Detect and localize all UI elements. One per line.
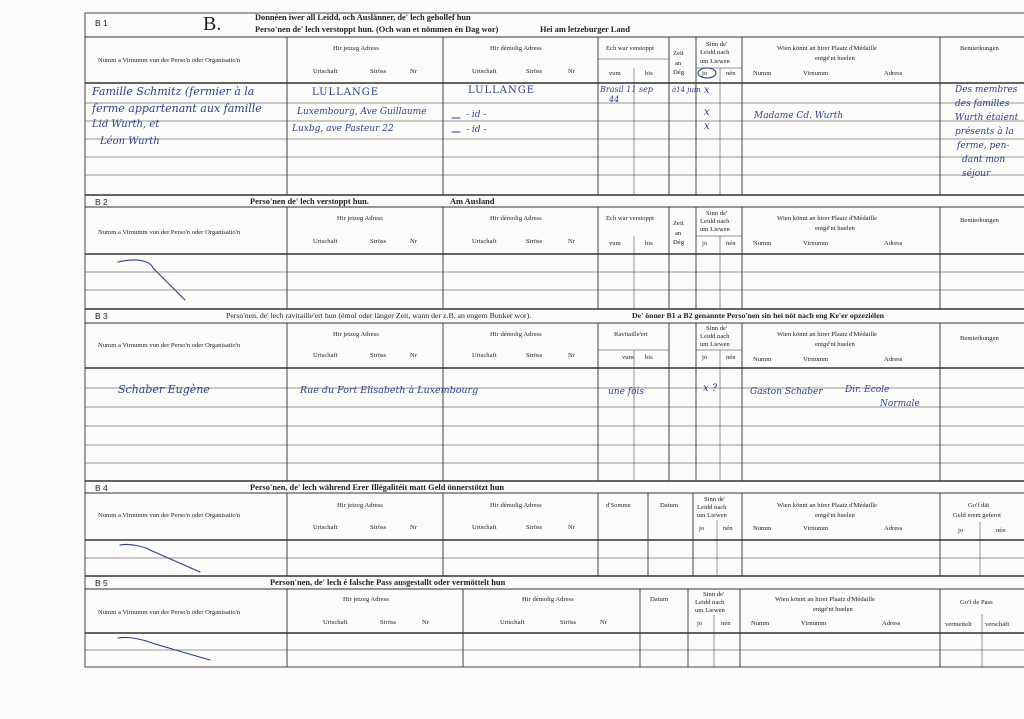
b4-money-1: Go'f dät	[968, 502, 990, 509]
b2-current-addr-header: Hir jetzeg Adress	[337, 215, 383, 222]
b2-alive-3: um Liewen	[700, 226, 730, 233]
b3-hw-medal-2: Dir. Ecole	[845, 385, 890, 395]
b2-remarks: Bemierkungen	[960, 217, 999, 224]
b1-no: nén	[726, 70, 736, 77]
b5-date-header: Datum	[650, 596, 668, 603]
b1-hw-remark-6: dant mon	[962, 155, 1006, 165]
b2-no: nén	[726, 240, 736, 247]
b2-time-1: Zeit	[673, 220, 684, 227]
b1-number: Nr	[410, 68, 417, 75]
section-b3-title: Perso'nen, de' lech ravitaille'ert hun (émol oder länger Zeit, wann der z.B. an engem Bunker wor).	[226, 311, 532, 320]
b5-alive-2: Leidd nach	[695, 599, 725, 606]
b1-former-locality: Urtschaft	[472, 68, 497, 75]
b1-hw-current-2: Luxembourg, Ave Guillaume	[297, 107, 427, 117]
b3-hw-current: Rue du Fort Elisabeth à Luxembourg	[300, 385, 479, 396]
b2-medal-1: Wien könnt an hirer Plaatz d'Médaille	[777, 215, 877, 222]
section-b5-title: Person'nen, de' lech é falsche Pass ausgestallt oder vermöttelt hun	[270, 578, 506, 587]
b1-hidden-header: Ech war verstoppt	[606, 45, 654, 52]
b4-locality: Urtschaft	[313, 524, 338, 531]
b3-number: Nr	[410, 352, 417, 359]
section-b3-id: B 3	[95, 311, 108, 321]
b3-medal-2: entgé'nt huelen	[815, 341, 855, 348]
b2-former-street: Ströss	[526, 238, 543, 245]
b3-hw-medal-1: Gaston Schaber	[750, 387, 823, 397]
b1-hw-remark-7: séjour	[962, 169, 991, 179]
b4-medal-1: Wien könnt an hirer Plaatz d'Médaille	[777, 502, 877, 509]
b3-medal-1: Wien könnt an hirer Plaatz d'Médaille	[777, 331, 877, 338]
b1-hw-former-2: - id -	[466, 110, 487, 120]
b5-address: Adress	[882, 620, 901, 627]
b5-lent: vermettelt	[945, 621, 972, 628]
b5-current-addr-header: Hir jetzeg Adress	[343, 596, 389, 603]
b3-from: vum	[622, 354, 634, 361]
b4-medal-2: entgé'nt huelen	[815, 512, 855, 519]
b4-yes: jo	[699, 525, 705, 532]
b5-locality: Urtschaft	[323, 619, 348, 626]
b1-locality: Urtschaft	[313, 68, 338, 75]
b5-yes: jo	[697, 620, 703, 627]
section-b1-id: B 1	[95, 18, 108, 28]
b3-no: nén	[726, 354, 736, 361]
b1-hw-mark-3: x	[704, 121, 710, 132]
b5-medal-1: Wien könnt an hirer Plaatz d'Médaille	[775, 596, 875, 603]
b4-no: nén	[723, 525, 733, 532]
b5-no: nén	[721, 620, 731, 627]
b3-alive-2: Leidd nach	[700, 333, 730, 340]
b4-firstname: Virnumm	[803, 525, 829, 532]
section-b2-title: Perso'nen de' lech verstoppt hun.	[250, 197, 369, 206]
b2-alive-2: Leidd nach	[700, 218, 730, 225]
b1-hw-name-3: Lid Wurth, et	[92, 119, 160, 130]
b3-former-addr-header: Hir démolig Adress	[490, 331, 542, 338]
b2-former-locality: Urtschaft	[472, 238, 497, 245]
b5-former-addr-header: Hir démolig Adress	[522, 596, 574, 603]
b1-hw-name-1: Famille Schmitz (fermier à la	[92, 85, 255, 98]
b5-firstname: Virnumm	[801, 620, 827, 627]
b1-alive-2: Leidd nach	[700, 49, 730, 56]
b1-medal-1: Wien könnt an hirer Plaatz d'Médaille	[777, 45, 877, 52]
b1-hw-remark-3: Wurth étaient	[955, 113, 1019, 123]
b5-former-number: Nr	[600, 619, 607, 626]
b1-surname: Numm	[753, 70, 772, 77]
b1-address: Adress	[884, 70, 903, 77]
b5-name-header: Numm a Virnumm vun der Perso'n oder Organisatio'n	[98, 609, 241, 616]
b1-hw-former-1: LULLANGE	[468, 85, 536, 96]
b4-current-addr-header: Hir jetzeg Adress	[337, 502, 383, 509]
b3-surname: Numm	[753, 356, 772, 363]
b3-alive-3: um Liewen	[700, 341, 730, 348]
b1-from: vum	[609, 70, 621, 77]
b2-number: Nr	[410, 238, 417, 245]
b1-hw-remark-5: ferme, pen-	[957, 141, 1010, 151]
b3-ravit-header: Ravitaille'ert	[614, 331, 648, 338]
b4-alive-3: um Liewen	[697, 512, 727, 519]
b2-until: bis	[645, 240, 653, 247]
b3-yes: jo	[702, 354, 708, 361]
b1-hw-until: à14 juin	[672, 86, 701, 94]
b1-until: bis	[645, 70, 653, 77]
b5-alive-1: Sinn de'	[703, 591, 725, 598]
b2-from: vum	[609, 240, 621, 247]
b2-time-2: an	[675, 230, 682, 237]
b1-hw-current-3: Luxbg, ave Pasteur 22	[292, 124, 394, 134]
b5-former-locality: Urtschaft	[500, 619, 525, 626]
section-b1-subtitle: Perso'nen de' lech verstoppt hun. (Och wan et nömmen én Dag wor)	[255, 25, 499, 34]
b3-street: Ströss	[370, 352, 387, 359]
b5-medal-2: entgé'nt huelen	[813, 606, 853, 613]
b1-hw-current-1: LULLANGE	[312, 87, 380, 98]
b3-hw-medal-3: Normale	[880, 399, 920, 409]
b3-hw-mark: x ?	[703, 383, 718, 394]
section-b1-location: Hei am letzeburger Land	[540, 25, 630, 34]
b2-firstname: Virnumm	[803, 240, 829, 247]
b1-hw-from-1: Brasil 11 sep	[600, 85, 653, 94]
b4-money-2: Geld erem geferot	[953, 512, 1001, 519]
b2-yes: jo	[702, 240, 708, 247]
b2-street: Ströss	[370, 238, 387, 245]
b1-former-addr-header: Hir démolig Adress	[490, 45, 542, 52]
b1-time-2: an	[675, 60, 682, 67]
b5-pass-header: Go'f de Pass	[960, 599, 993, 606]
b2-surname: Numm	[753, 240, 772, 247]
b1-time-1: Zeit	[673, 50, 684, 57]
section-b1-title: Donnéen iwer all Leidd, och Auslänner, de' lech gehollef hun	[255, 13, 471, 22]
b4-former-addr-header: Hir démolig Adress	[490, 502, 542, 509]
b3-former-street: Ströss	[526, 352, 543, 359]
b1-hw-remark-2: des familles	[955, 99, 1010, 109]
b3-remarks: Bemierkungen	[960, 335, 999, 342]
b2-hidden-header: Ech war verstoppt	[606, 215, 654, 222]
b2-address: Adress	[884, 240, 903, 247]
form-letter: B.	[203, 13, 222, 35]
b4-former-street: Ströss	[526, 524, 543, 531]
b1-hw-name-4: Léon Wurth	[100, 136, 160, 147]
section-b5-id: B 5	[95, 578, 108, 588]
b1-remarks: Bemierkungen	[960, 45, 999, 52]
b4-no-2: nén	[996, 527, 1006, 534]
b1-hw-from-2: 44	[609, 95, 620, 104]
b1-hw-remark-1: Des membres	[955, 85, 1018, 95]
b3-alive-1: Sinn de'	[706, 325, 728, 332]
section-b4-title: Perso'nen, de' lech während Erer Illégalitéit matt Geld önnerstötzt hun	[250, 483, 505, 492]
b1-hw-name-2: ferme appartenant aux famille	[92, 102, 262, 115]
b3-locality: Urtschaft	[313, 352, 338, 359]
b1-street: Ströss	[370, 68, 387, 75]
b4-former-locality: Urtschaft	[472, 524, 497, 531]
b4-name-header: Numm a Virnumm vun der Perso'n oder Organisatio'n	[98, 512, 241, 519]
b5-alive-3: um Liewen	[695, 607, 725, 614]
b4-date-header: Datum	[660, 502, 678, 509]
b5-number: Nr	[422, 619, 429, 626]
b1-current-addr-header: Hir jetzeg Adress	[333, 45, 379, 52]
b1-former-number: Nr	[568, 68, 575, 75]
b3-current-addr-header: Hir jetzeg Adress	[333, 331, 379, 338]
b1-alive-1: Sinn de'	[706, 41, 728, 48]
section-b2-id: B 2	[95, 197, 108, 207]
b3-former-number: Nr	[568, 352, 575, 359]
b1-medal-2: entgé'nt huelen	[815, 55, 855, 62]
b4-street: Ströss	[370, 524, 387, 531]
b1-hw-mark-2: x	[704, 107, 710, 118]
section-b3-note: De' önner B1 a B2 genannte Perso'nen sin hei nöt nach eng Ke'er opzeziélen	[632, 311, 885, 320]
b4-alive-1: Sinn de'	[704, 496, 726, 503]
section-b4-id: B 4	[95, 483, 108, 493]
b4-former-number: Nr	[568, 524, 575, 531]
b1-hw-mark-1: x	[704, 85, 710, 96]
b1-firstname: Virnumm	[803, 70, 829, 77]
b4-sum-header: d'Somme	[606, 502, 631, 509]
b3-hw-name: Schaber Eugène	[118, 383, 210, 396]
b1-yes: jo	[702, 70, 708, 77]
b4-alive-2: Leidd nach	[697, 504, 727, 511]
b2-alive-1: Sinn de'	[706, 210, 728, 217]
b5-surname: Numm	[751, 620, 770, 627]
b1-hw-former-3: - id -	[466, 125, 487, 135]
b5-former-street: Ströss	[560, 619, 577, 626]
b2-time-3: Dég	[673, 239, 684, 246]
b1-hw-remark-4: présents à la	[955, 127, 1014, 137]
section-b2-location: Am Ausland	[450, 197, 495, 206]
b2-former-addr-header: Hir démolig Adress	[490, 215, 542, 222]
b2-name-header: Numm a Virnumm vun der Perso'n oder Organisatio'n	[98, 229, 241, 236]
b3-name-header: Numm a Virnumm vun der Perso'n oder Organisatio'n	[98, 342, 241, 349]
b1-name-header: Numm a Virnumm vun der Perso'n oder Organisatio'n	[98, 57, 241, 64]
b1-hw-medal: Madame Cd. Wurth	[754, 111, 844, 121]
b4-yes-2: jo	[958, 527, 964, 534]
b4-address: Adress	[884, 525, 903, 532]
b1-former-street: Ströss	[526, 68, 543, 75]
b1-alive-3: um Liewen	[700, 58, 730, 65]
b2-locality: Urtschaft	[313, 238, 338, 245]
b3-former-locality: Urtschaft	[472, 352, 497, 359]
b1-time-3: Dég	[673, 69, 684, 76]
b5-street: Ströss	[380, 619, 397, 626]
b4-surname: Numm	[753, 525, 772, 532]
b3-hw-ravit: une fois	[608, 387, 645, 397]
b2-medal-2: entgé'nt huelen	[815, 225, 855, 232]
b4-number: Nr	[410, 524, 417, 531]
b5-made: verschäft	[985, 621, 1010, 628]
b3-until: bis	[645, 354, 653, 361]
b2-former-number: Nr	[568, 238, 575, 245]
b3-firstname: Virnumm	[803, 356, 829, 363]
b3-address: Adress	[884, 356, 903, 363]
